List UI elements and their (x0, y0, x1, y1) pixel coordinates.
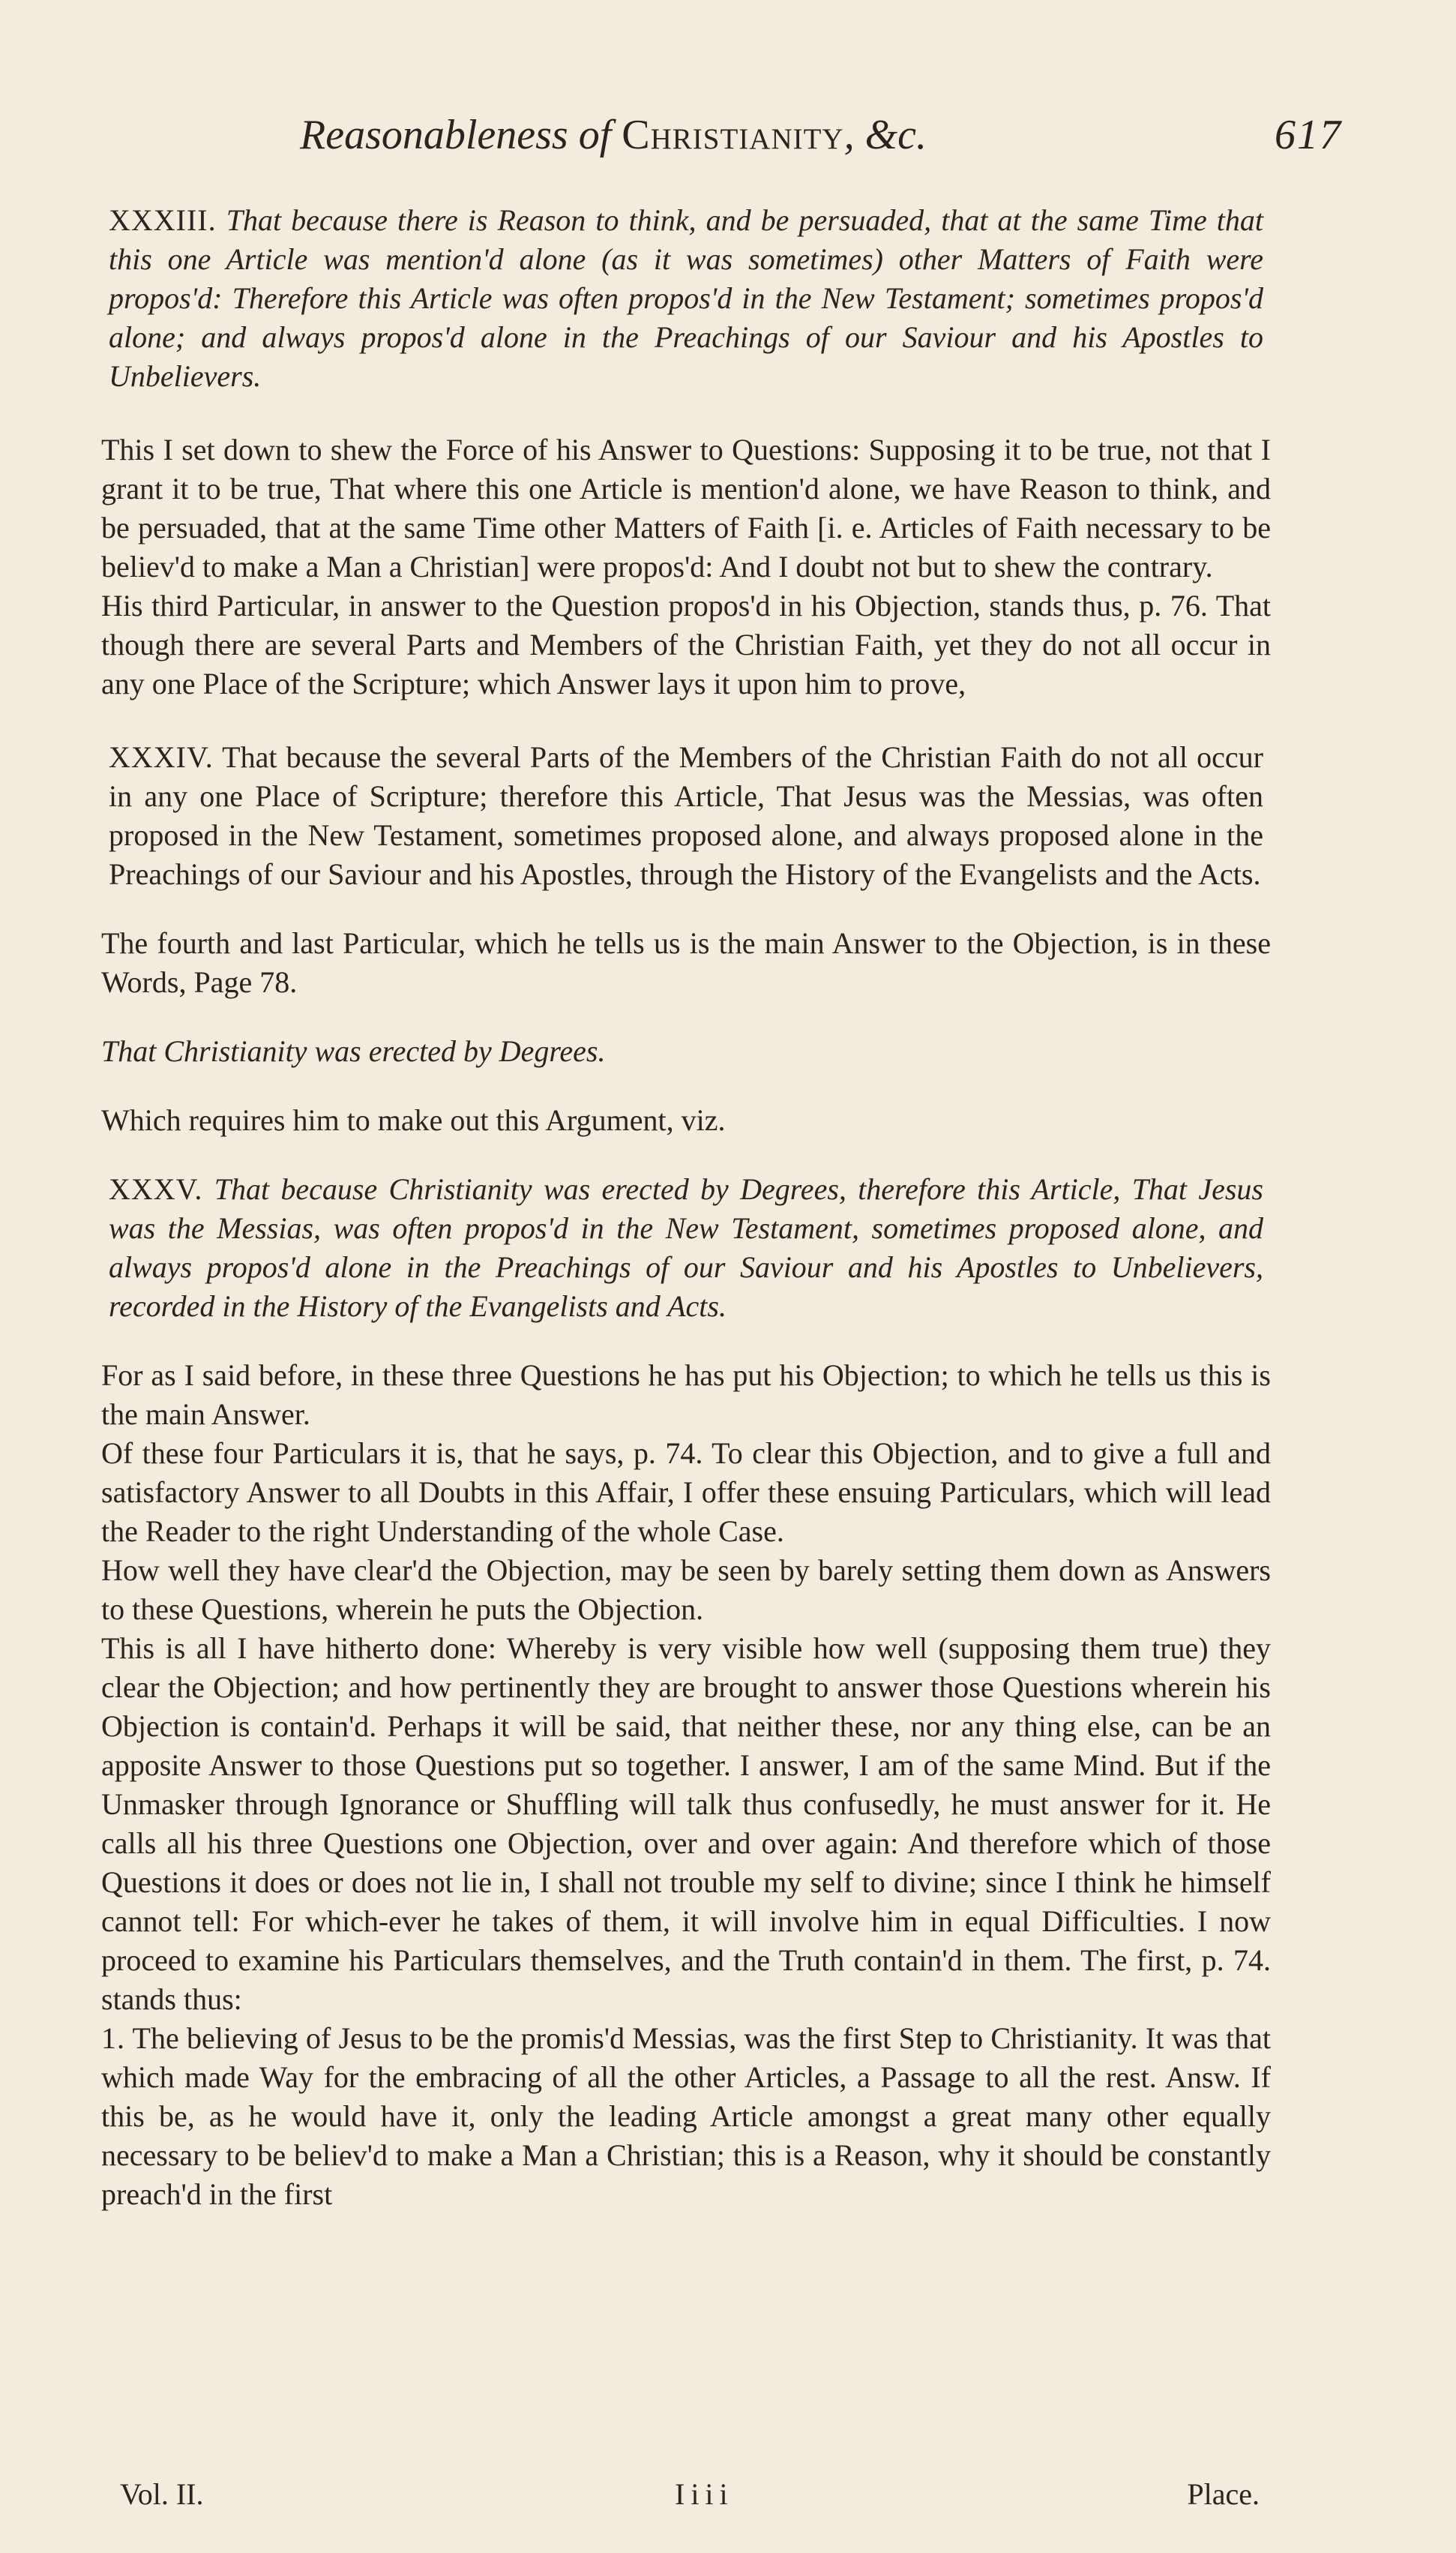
paragraph: This I set down to shew the Force of his Answer to Questions: Supposing it to be true, not that I grant it to be true, That where this one Article is mention'd alone, we have Reason to think, and be persuaded, that at the same Time other Matters of Faith [i. e. Articles of Faith necessary to be believ'd to make a Man a Christian] were propos'd: And I doubt not but to shew the contrary. (101, 433, 1271, 584)
proposition-xxxv (101, 1170, 1271, 1326)
proposition-number: XXXV. (109, 1172, 203, 1206)
volume-label: Vol. II. (120, 2477, 204, 2511)
page-footer (120, 2474, 1260, 2516)
signature-mark: Iiii (675, 2477, 734, 2511)
paragraph: Of these four Particulars it is, that he says, p. 74. To clear this Objection, and to give a full and satisfactory Answer to all Doubts in this Affair, I offer these ensuing Particulars, which will lead the Reader to the right Understanding of the whole Case. (101, 1436, 1271, 1548)
running-title-italic: Reasonableness of (300, 112, 612, 158)
paragraph-text: The believing of Jesus to be the promis'd Messias, was the first Step to Christianity. It was that which made Way for the embracing of all the other Articles, a Passage to all the rest. Answ. If this be, as he would have it, only the leading Article amongst a great many other equally necessary to be believ'd to make a Man a Christian; this is a Reason, why it should be constantly preach'd in the first (101, 2021, 1271, 2211)
proposition-text: That because there is Reason to think, and be persuaded, that at the same Time that this one Article was mention'd alone (as it was sometimes) other Matters of Faith were propos'd: Therefore this Article was often propos'd in the New Testament; sometimes propos'd alone; and always propos'd alone in the Preachings of our Saviour and his Apostles to Unbelievers. (109, 203, 1264, 393)
page-number: 617 (1275, 112, 1342, 158)
proposition-number: XXXIV. (109, 740, 214, 774)
running-title-caps: Christianity (622, 112, 844, 158)
paragraph: His third Particular, in answer to the Question propos'd in his Objection, stands thus, p. 76. That though there are several Parts and Members of the Christian Faith, yet they do not all occur in any one Place of the Scripture; which Answer lays it upon him to prove, (101, 589, 1271, 700)
paragraph-number: 1. (101, 2021, 125, 2055)
proposition-number: XXXIII. (109, 203, 217, 237)
paragraph: This is all I have hitherto done: Whereby is very visible how well (supposing them true) they clear the Objection; and how pertinently they are brought to answer those Questions wherein his Objection is contain'd. Perhaps it will be said, that neither these, nor any thing else, can be an apposite Answer to those Questions put so together. I answer, I am of the same Mind. But if the Unmasker through Ignorance or Shuffling will talk thus confusedly, he must answer for it. He calls all his three Questions one Objection, over and over again: And therefore which of those Questions it does or does not lie in, I shall not trouble my self to divine; since I think he himself cannot tell: For which-ever he takes of them, it will involve him in equal Difficulties. I now proceed to examine his Particulars themselves, and the Truth contain'd in them. The first, p. 74. stands thus: (101, 1631, 1271, 2016)
quoted-line: That Christianity was erected by Degrees. (101, 1034, 606, 1068)
proposition-xxxiv (101, 738, 1271, 894)
running-title-tail: , &c. (843, 112, 927, 158)
proposition-xxxiii (101, 201, 1271, 396)
page-body (101, 201, 1271, 2214)
paragraph: For as I said before, in these three Questions he has put his Objection; to which he tells us this is the main Answer. (101, 1358, 1271, 1431)
running-title (300, 105, 927, 165)
paragraph: The fourth and last Particular, which he tells us is the main Answer to the Objection, is in these Words, Page 78. (101, 926, 1271, 999)
catchword: Place. (1187, 2477, 1260, 2511)
paragraph: Which requires him to make out this Argument, viz. (101, 1103, 726, 1137)
numbered-paragraph (101, 2019, 1271, 2214)
paragraph: How well they have clear'd the Objection, may be seen by barely setting them down as Answers to these Questions, wherein he puts the Objection. (101, 1553, 1271, 1626)
proposition-text: That because the several Parts of the Members of the Christian Faith do not all occur in any one Place of Scripture; therefore this Article, That Jesus was the Messias, was often proposed in the New Testament, sometimes proposed alone, and always proposed alone in the Preachings of our Saviour and his Apostles, through the History of the Evangelists and the Acts. (109, 740, 1263, 891)
running-head (300, 105, 1342, 165)
proposition-text: That because Christianity was erected by Degrees, therefore this Article, That Jesus was the Messias, was often propos'd in the New Testament, sometimes proposed alone, and always propos'd alone in the Preachings of our Saviour and his Apostles to Unbelievers, recorded in the History of the Evangelists and Acts. (109, 1172, 1263, 1323)
